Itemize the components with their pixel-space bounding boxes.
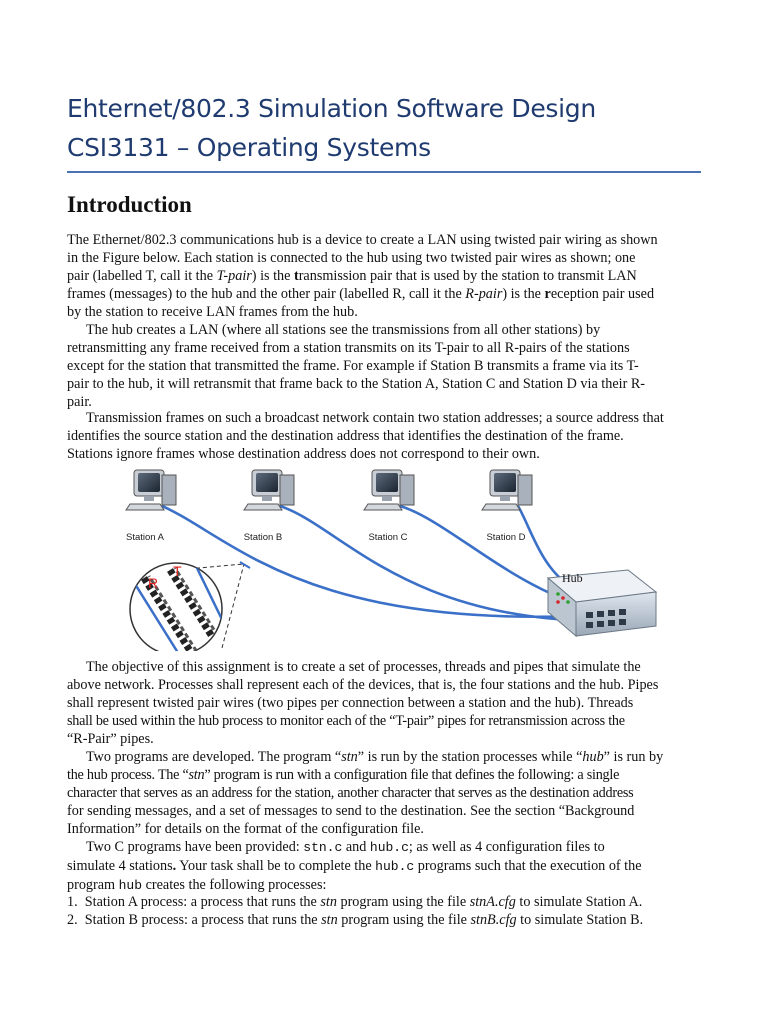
paragraph-2 xyxy=(67,321,707,411)
text-line: The hub creates a LAN (where all stations see the transmissions from all other stations) by xyxy=(86,322,601,338)
text-line: Two C programs have been provided: stn.c and hub.c; as well as 4 configuration files to xyxy=(86,839,605,855)
text-line: pair to the hub, it will retransmit that frame back to the Station A, Station C and Station D via their R- xyxy=(67,376,646,393)
paragraph-1 xyxy=(67,231,707,321)
text-line: above network. Processes shall represent each of the devices, that is, the four stations and the hub. Pipes xyxy=(67,677,659,694)
text-line: simulate 4 stations. Your task shall be to complete the hub.c programs such that the execution of the xyxy=(67,858,642,875)
list-item: 1. Station A process: a process that runs the stn program using the file stnA.cfg to simulate Station A. xyxy=(67,894,643,910)
paragraph-5 xyxy=(67,748,707,838)
computer-icon xyxy=(126,470,176,510)
text-line: for sending messages, and a set of messages to send to the destination. See the section “Background xyxy=(67,803,635,820)
text-line: retransmitting any frame received from a station transmits on its T-pair to all R-pairs of the stations xyxy=(67,340,630,357)
document-title: Ehternet/802.3 Simulation Software Design xyxy=(67,94,596,123)
text-line: Transmission frames on such a broadcast network contain two station addresses; a source address that xyxy=(86,410,664,426)
station-label: Station D xyxy=(486,532,526,543)
course-title: CSI3131 – Operating Systems xyxy=(67,133,431,162)
text-line: in the Figure below. Each station is connected to the hub using two twisted pair wires as shown; one xyxy=(67,250,636,267)
text-line: shall represent twisted pair wires (two pipes per connection between a station and the hub). Threads xyxy=(67,695,634,712)
text-line: Two programs are developed. The program “stn” is run by the station processes while “hub” is run by xyxy=(86,749,664,765)
twisted-pair-inset xyxy=(130,562,250,651)
computer-icon xyxy=(364,470,414,510)
text-line: shall be used within the hub process to monitor each of the “T-pair” pipes for retransmission across the xyxy=(67,713,625,730)
r-pair-label: R xyxy=(148,575,159,591)
text-line: by the station to receive LAN frames from the hub. xyxy=(67,304,358,321)
text-line: identifies the source station and the destination address that identifies the destination of the frame. xyxy=(67,428,624,445)
text-line: Information” for details on the format of the configuration file. xyxy=(67,821,424,838)
station-label: Station A xyxy=(125,532,165,543)
text-line: pair. xyxy=(67,394,92,411)
hub-device xyxy=(548,570,656,636)
paragraph-3 xyxy=(67,409,707,463)
section-heading: Introduction xyxy=(67,192,192,217)
text-line: pair (labelled T, call it the T-pair) is the transmission pair that is used by the station to transmit LAN xyxy=(67,268,637,285)
cables xyxy=(162,506,605,621)
hub-label: Hub xyxy=(562,571,583,585)
text-line: frames (messages) to the hub and the other pair (labelled R, call it the R-pair) is the reception pair used xyxy=(67,286,655,303)
network-figure xyxy=(100,466,660,651)
text-line: the hub process. The “stn” program is run with a configuration file that defines the following: a single xyxy=(67,767,620,784)
text-line: character that serves as an address for the station, another character that serves as the destination address xyxy=(67,785,634,802)
text-line: program hub creates the following processes: xyxy=(67,877,327,894)
title-rule xyxy=(67,171,701,173)
station-label: Station B xyxy=(243,532,283,543)
text-line: The Ethernet/802.3 communications hub is a device to create a LAN using twisted pair wiring as shown xyxy=(67,232,658,248)
list-item: 2. Station B process: a process that runs the stn program using the file stnB.cfg to simulate Station B. xyxy=(67,912,644,928)
computer-icon xyxy=(244,470,294,510)
text-line: Stations ignore frames whose destination address does not correspond to their own. xyxy=(67,446,540,463)
computer-icon xyxy=(482,470,532,510)
paragraph-6 xyxy=(67,838,707,895)
station-label: Station C xyxy=(368,532,408,543)
text-line: The objective of this assignment is to create a set of processes, threads and pipes that simulate the xyxy=(86,659,641,675)
t-pair-label: T xyxy=(173,563,182,579)
text-line: except for the station that transmitted the frame. For example if Station B transmits a frame via its T- xyxy=(67,358,639,375)
text-line: “R-Pair” pipes. xyxy=(67,731,154,748)
paragraph-4 xyxy=(67,658,707,748)
